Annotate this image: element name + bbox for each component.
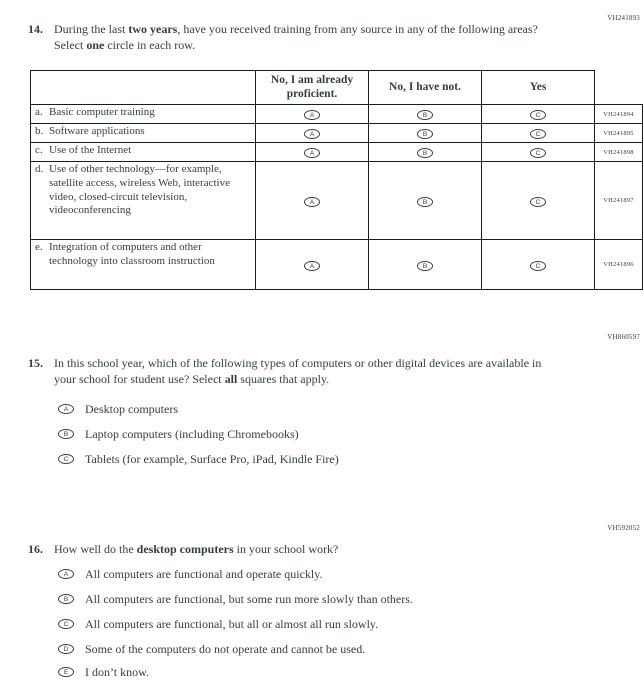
column-header-yes: Yes: [482, 71, 595, 105]
question-14-number: 14.: [28, 22, 43, 36]
row-letter: c.: [35, 144, 43, 156]
answer-bubble[interactable]: A: [304, 148, 320, 158]
answer-bubble[interactable]: C: [530, 197, 546, 207]
option-label: All computers are functional and operate quickly.: [85, 567, 323, 581]
answer-bubble[interactable]: B: [417, 110, 433, 120]
row-letter: e.: [35, 241, 43, 253]
answer-bubble[interactable]: A: [304, 129, 320, 139]
answer-bubble[interactable]: C: [530, 261, 546, 271]
question-15: [28, 356, 544, 387]
question-15-number: 15.: [28, 356, 43, 370]
form-code-q16: VH592052: [607, 524, 640, 532]
answer-bubble[interactable]: B: [58, 429, 74, 439]
form-code-q15: VH860597: [607, 333, 640, 341]
answer-bubble[interactable]: C: [530, 110, 546, 120]
option-label: All computers are functional, but some run more slowly than others.: [85, 592, 413, 606]
column-header-already-proficient: No, I am already proficient.: [256, 71, 369, 105]
answer-bubble[interactable]: A: [58, 569, 74, 579]
table-row-d: [31, 162, 643, 240]
answer-bubble[interactable]: B: [417, 197, 433, 207]
row-code: VH241894: [595, 105, 643, 124]
option-label: I don’t know.: [85, 665, 149, 679]
column-header-have-not: No, I have not.: [369, 71, 482, 105]
answer-bubble[interactable]: B: [417, 261, 433, 271]
code-column-header: [595, 71, 643, 105]
option-row: [58, 617, 378, 631]
option-label: Laptop computers (including Chromebooks): [85, 427, 299, 441]
option-label: All computers are functional, but all or almost all run slowly.: [85, 617, 379, 631]
row-text: Use of other technology—for example, satellite access, wireless Web, interactive video, closed-circuit television, videoconferencing: [49, 163, 230, 217]
table-corner-cell: [31, 71, 256, 105]
option-label: Tablets (for example, Surface Pro, iPad, Kindle Fire): [85, 452, 339, 466]
answer-bubble[interactable]: C: [58, 454, 74, 464]
answer-bubble[interactable]: A: [304, 261, 320, 271]
option-row: [58, 665, 149, 679]
answer-bubble[interactable]: A: [304, 110, 320, 120]
form-code-q14: VH241893: [607, 14, 640, 22]
option-row: [58, 427, 299, 441]
option-row: [58, 642, 365, 656]
table-row-e: [31, 240, 643, 290]
row-letter: d.: [35, 163, 44, 175]
question-16-text: How well do the desktop computers in your school work?: [54, 542, 339, 556]
answer-bubble[interactable]: B: [58, 594, 74, 604]
answer-bubble[interactable]: A: [304, 197, 320, 207]
option-row: [58, 592, 413, 606]
question-15-text: In this school year, which of the following types of computers or other digital devices are available in your school for student use? Select all squares that apply.: [54, 356, 542, 386]
question-16: [28, 542, 614, 558]
question-14: [28, 22, 554, 53]
table-header-row: [31, 71, 643, 105]
answer-bubble[interactable]: C: [530, 148, 546, 158]
table-row-a: [31, 105, 643, 124]
answer-bubble[interactable]: B: [417, 129, 433, 139]
question-16-number: 16.: [28, 542, 43, 556]
question-14-text: During the last two years, have you received training from any source in any of the following areas? Select one circle in each row.: [54, 22, 538, 52]
row-text: Basic computer training: [49, 106, 155, 118]
row-letter: a.: [35, 106, 43, 118]
answer-bubble[interactable]: C: [58, 619, 74, 629]
option-row: [58, 567, 322, 581]
row-text: Integration of computers and other technology into classroom instruction: [49, 241, 215, 267]
answer-bubble[interactable]: C: [530, 129, 546, 139]
table-row-b: [31, 124, 643, 143]
option-label: Desktop computers: [85, 402, 178, 416]
table-row-c: [31, 143, 643, 162]
answer-bubble[interactable]: B: [417, 148, 433, 158]
row-code: VH241898: [595, 143, 643, 162]
row-code: VH241896: [595, 240, 643, 290]
option-row: [58, 402, 178, 416]
answer-bubble[interactable]: D: [58, 644, 74, 654]
row-text: Use of the Internet: [49, 144, 132, 156]
option-row: [58, 452, 339, 466]
row-code: VH241897: [595, 162, 643, 240]
row-letter: b.: [35, 125, 44, 137]
training-table: [30, 70, 643, 290]
row-text: Software applications: [49, 125, 145, 137]
option-label: Some of the computers do not operate and cannot be used.: [85, 642, 366, 656]
answer-bubble[interactable]: A: [58, 404, 74, 414]
answer-bubble[interactable]: E: [58, 667, 74, 677]
row-code: VH241895: [595, 124, 643, 143]
